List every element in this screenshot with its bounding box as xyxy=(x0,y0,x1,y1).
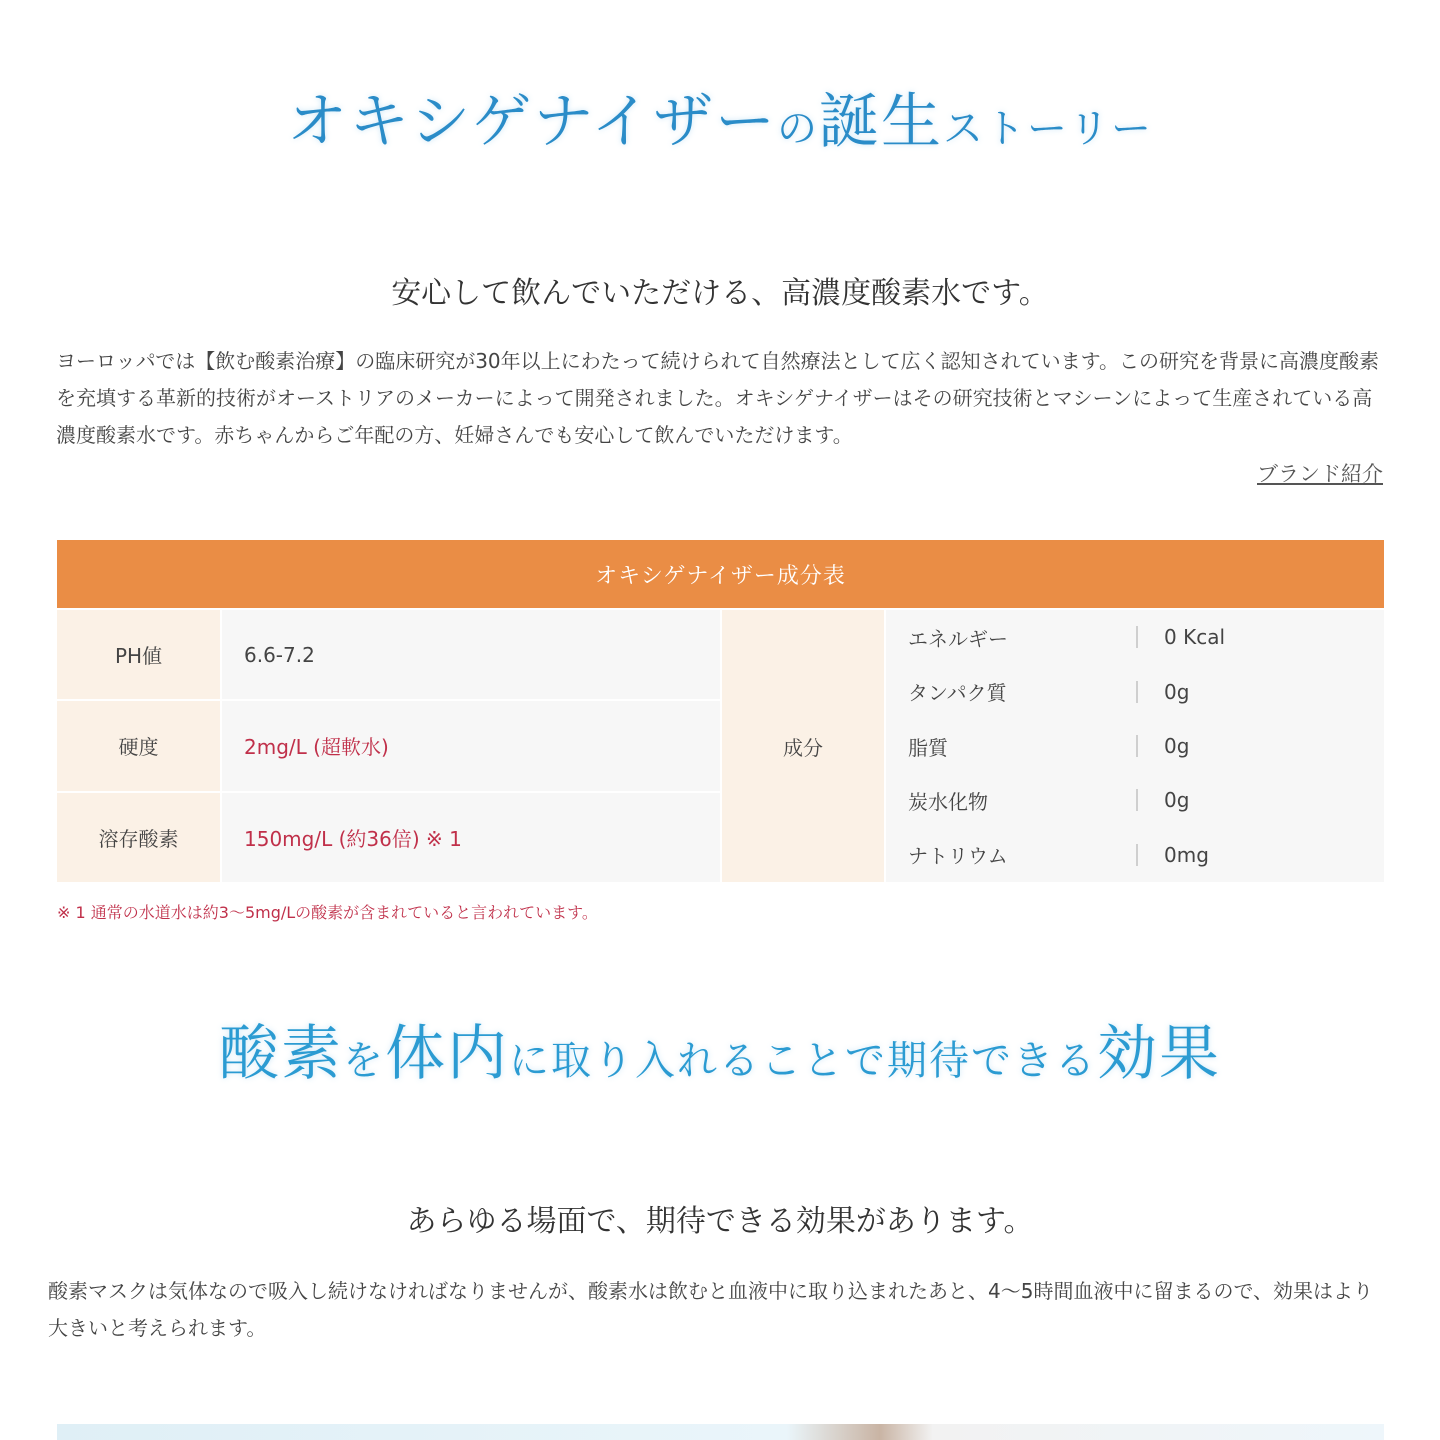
nutrient-value: 0 Kcal xyxy=(1164,625,1226,650)
nutrient-row xyxy=(886,610,1384,664)
title-birth: 誕生 xyxy=(819,87,943,157)
divider xyxy=(1136,681,1138,703)
table-footnote: ※ 1 通常の水道水は約3～5mg/Lの酸素が含まれていると言われています。 xyxy=(57,903,598,922)
title-effect: 効果 xyxy=(1097,1019,1221,1089)
brand-intro-link[interactable]: ブランド紹介 xyxy=(1257,462,1383,486)
spec-key-hardness: 硬度 xyxy=(57,701,220,790)
hero-photo xyxy=(57,1424,1384,1440)
spec-value-hardness: 2mg/L (超軟水) xyxy=(220,701,720,790)
spec-key-ph: PH値 xyxy=(57,610,220,699)
nutrient-value: 0g xyxy=(1164,679,1190,704)
nutrient-name: 炭水化物 xyxy=(908,789,988,814)
nutrient-value: 0g xyxy=(1164,788,1190,813)
title-main: オキシゲナイザー xyxy=(287,87,777,157)
title-story: ストーリー xyxy=(943,106,1153,152)
section2-paragraph: 酸素マスクは気体なので吸入し続けなければなりませんが、酸素水は飲むと血液中に取り込まれたあと、4～5時間血液中に留まるので、効果はより大きいと考えられます。 xyxy=(48,1279,1374,1340)
divider xyxy=(1136,735,1138,757)
title-body: 体内 xyxy=(385,1019,509,1089)
table-header: オキシゲナイザー成分表 xyxy=(57,540,1384,608)
table-row xyxy=(57,610,720,701)
table-row xyxy=(57,701,720,792)
section1-paragraph: ヨーロッパでは【飲む酸素治療】の臨床研究が30年以上にわたって続けられて自然療法として広く認知されています。この研究を背景に高濃度酸素を充填する革新的技術がオーストリアのメーカーによって開発されました。オキシゲナイザーはその研究技術とマシーンによって生産されている高濃度酸素水です。赤ちゃんからご年配の方、妊婦さんでも安心して飲んでいただけます。 xyxy=(56,349,1380,447)
table-body xyxy=(57,610,1384,882)
divider xyxy=(1136,789,1138,811)
nutrient-name: タンパク質 xyxy=(908,681,1007,706)
nutrient-name: ナトリウム xyxy=(908,844,1008,869)
section2-subheading: あらゆる場面で、期待できる効果があります。 xyxy=(406,1204,1034,1239)
nutrient-row xyxy=(886,719,1384,773)
divider xyxy=(1136,844,1138,866)
divider xyxy=(1136,626,1138,648)
spec-key-dissolved-oxygen: 溶存酸素 xyxy=(57,793,220,882)
nutrient-row xyxy=(886,828,1384,882)
nutrient-name: 脂質 xyxy=(908,735,948,760)
spec-value-ph: 6.6-7.2 xyxy=(220,610,720,699)
nutrients-key: 成分 xyxy=(722,610,884,882)
title-particle: の xyxy=(777,106,819,152)
basic-spec-column xyxy=(57,610,720,882)
spec-value-dissolved-oxygen: 150mg/L (約36倍) ※ 1 xyxy=(220,793,720,882)
title-oxygen: 酸素 xyxy=(219,1019,343,1089)
nutrient-value: 0mg xyxy=(1164,842,1209,867)
ingredient-table xyxy=(57,540,1384,882)
nutrient-row xyxy=(886,664,1384,718)
title-middle: に取り入れることで期待できる xyxy=(509,1038,1097,1084)
table-row xyxy=(57,793,720,882)
nutrients-column xyxy=(886,610,1384,882)
nutrient-row xyxy=(886,773,1384,827)
title-particle-wo: を xyxy=(343,1038,385,1084)
nutrient-name: エネルギー xyxy=(908,626,1008,651)
section1-subheading: 安心して飲んでいただける、高濃度酸素水です。 xyxy=(391,276,1049,311)
nutrient-value: 0g xyxy=(1164,734,1190,759)
section-title-oxygen-effects xyxy=(0,1006,1440,1092)
section-title-oxygenizer-story xyxy=(0,74,1440,160)
